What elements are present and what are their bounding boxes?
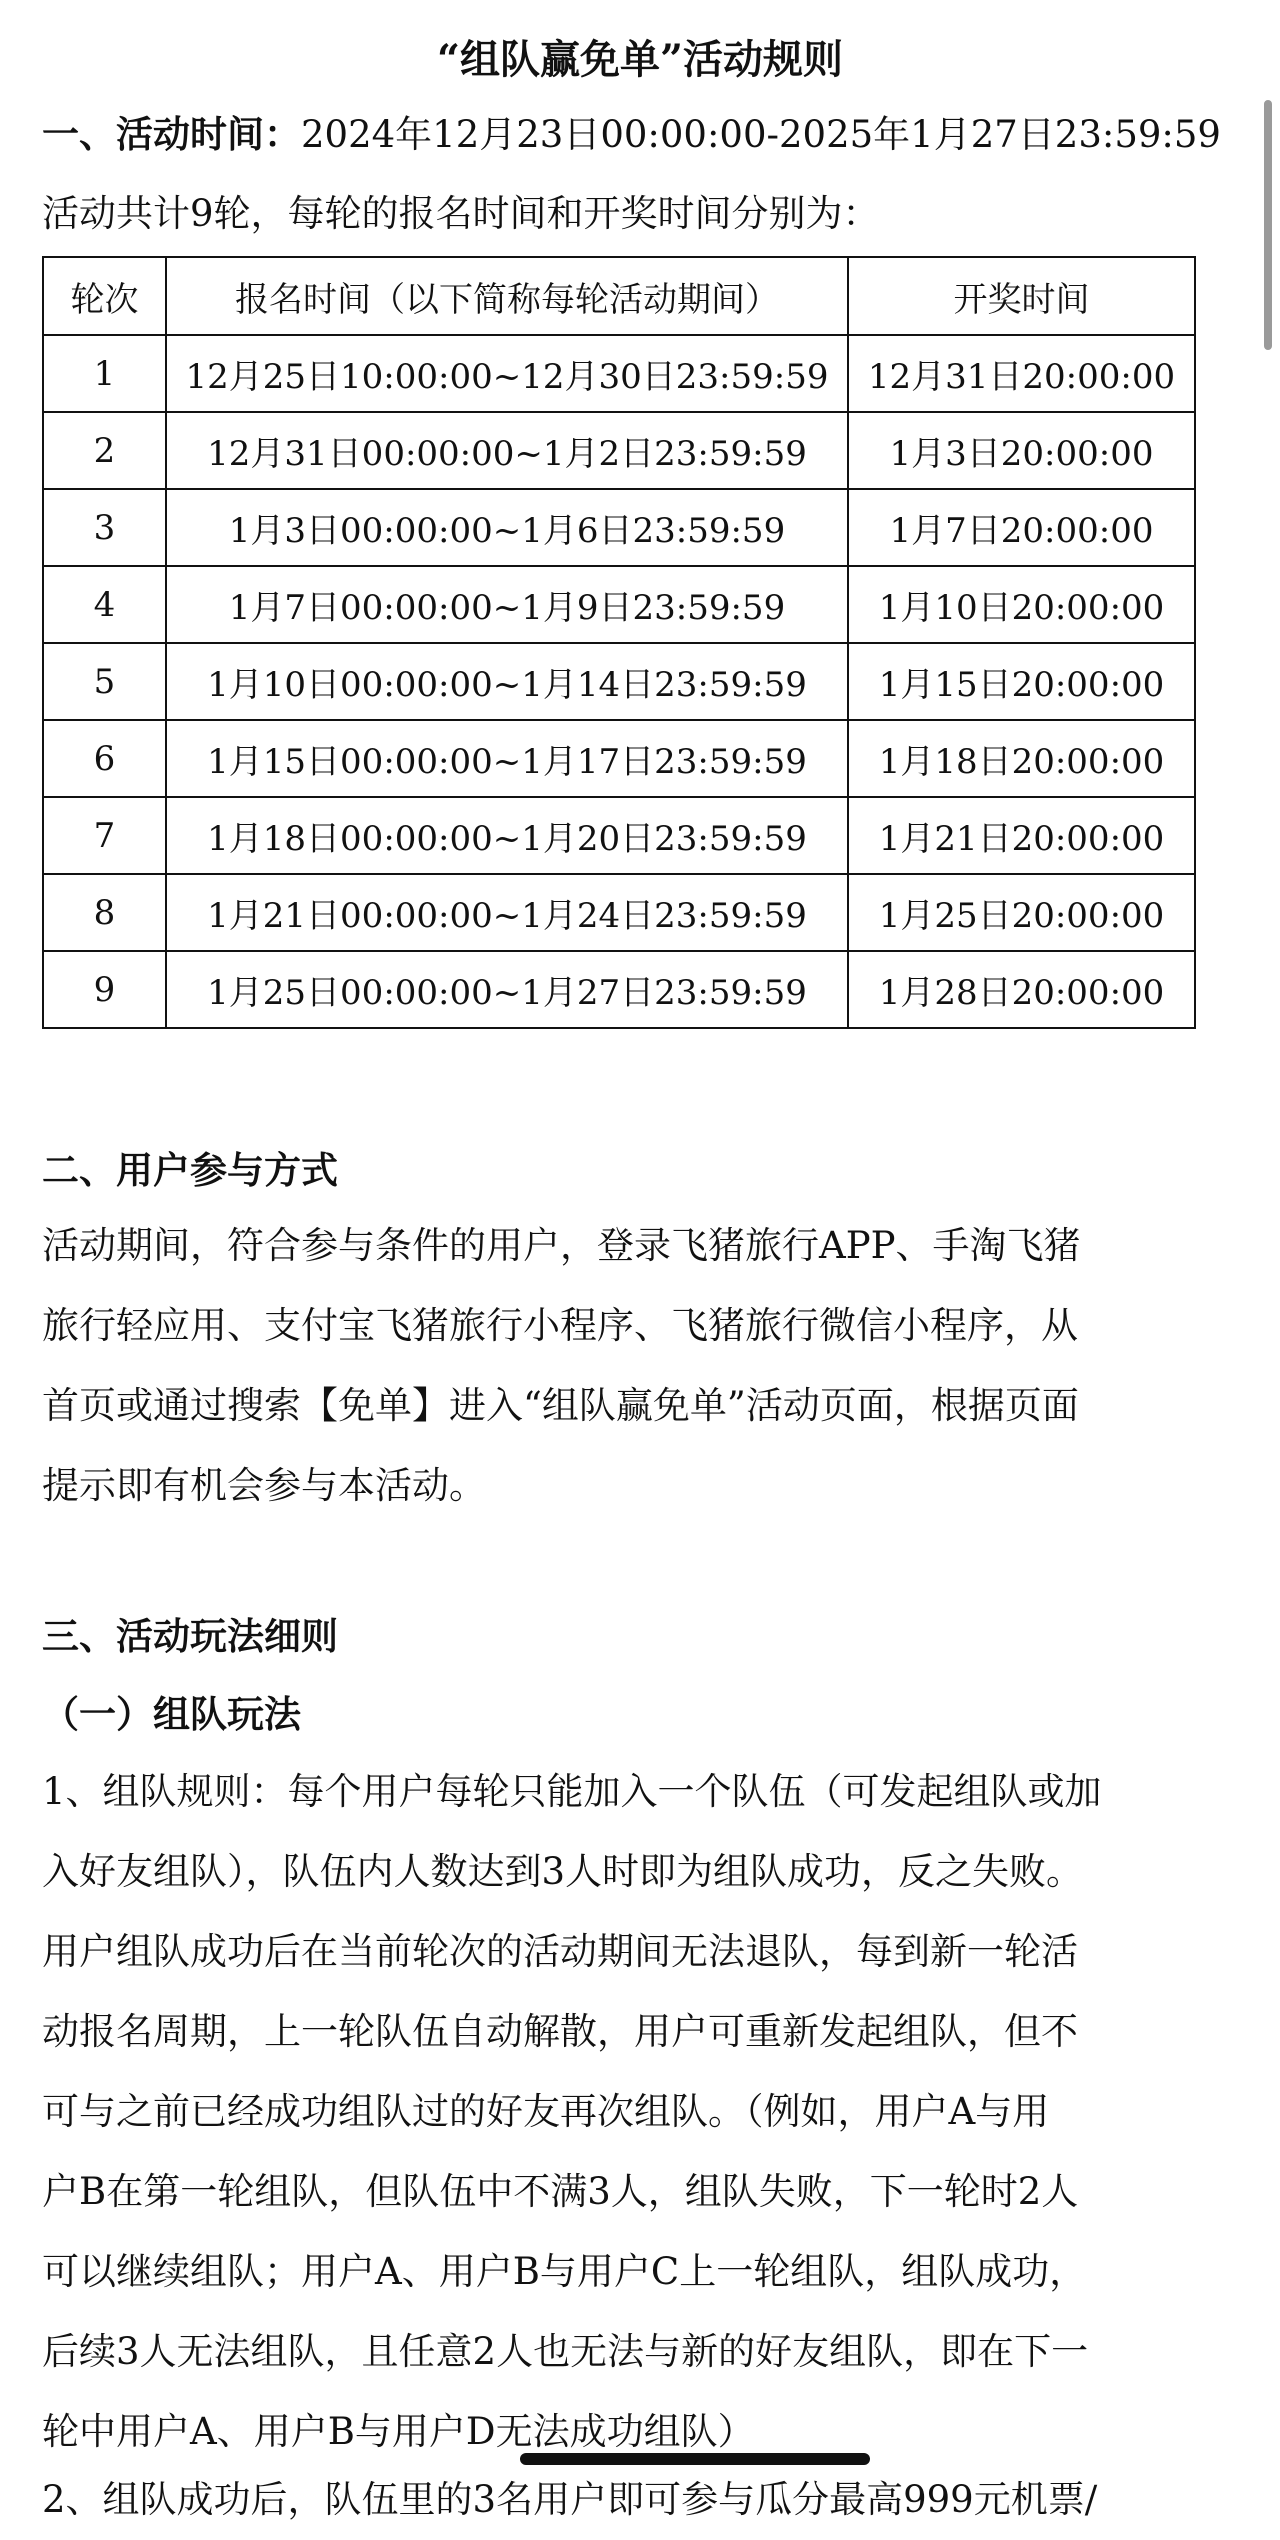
table-row (43, 566, 1195, 643)
cell-signup-time: 12月31日00:00:00~1月2日23:59:59 (166, 412, 848, 489)
paragraph-line: 可与之前已经成功组队过的好友再次组队。（例如，用户A与用 (42, 2090, 1050, 2133)
table-row (43, 951, 1195, 1028)
table-row (43, 720, 1195, 797)
paragraph-line: 1、组队规则：每个用户每轮只能加入一个队伍（可发起组队或加 (42, 1770, 1102, 1813)
rounds-intro: 活动共计9轮，每轮的报名时间和开奖时间分别为： (42, 192, 880, 235)
section-heading-participation: 二、用户参与方式 (42, 1148, 338, 1192)
header-signup-time: 报名时间（以下简称每轮活动期间） (166, 257, 848, 335)
table-row (43, 797, 1195, 874)
cell-signup-time: 1月10日00:00:00~1月14日23:59:59 (166, 643, 848, 720)
cell-signup-time: 1月18日00:00:00~1月20日23:59:59 (166, 797, 848, 874)
table-row (43, 874, 1195, 951)
cell-signup-time: 1月15日00:00:00~1月17日23:59:59 (166, 720, 848, 797)
cell-signup-time: 1月3日00:00:00~1月6日23:59:59 (166, 489, 848, 566)
table-row (43, 412, 1195, 489)
home-indicator[interactable] (520, 2453, 870, 2465)
cell-draw-time: 1月21日20:00:00 (848, 797, 1195, 874)
cell-round: 6 (43, 720, 166, 797)
cell-round: 2 (43, 412, 166, 489)
cell-round: 9 (43, 951, 166, 1028)
cell-round: 5 (43, 643, 166, 720)
cell-round: 3 (43, 489, 166, 566)
cell-draw-time: 1月3日20:00:00 (848, 412, 1195, 489)
paragraph-line: 轮中用户A、用户B与用户D无法成功组队） (42, 2410, 755, 2453)
table-header-row (43, 257, 1195, 335)
paragraph-line: 入好友组队），队伍内人数达到3人时即为组队成功，反之失败。 (42, 1850, 1084, 1893)
header-draw-time: 开奖时间 (848, 257, 1195, 335)
paragraph-line: 后续3人无法组队，且任意2人也无法与新的好友组队，即在下一 (42, 2330, 1089, 2373)
table-row (43, 335, 1195, 412)
paragraph-line: 活动期间，符合参与条件的用户，登录飞猪旅行APP、手淘飞猪 (42, 1224, 1081, 1267)
table-row (43, 643, 1195, 720)
paragraph-line: 提示即有机会参与本活动。 (42, 1464, 486, 1507)
cell-draw-time: 1月15日20:00:00 (848, 643, 1195, 720)
cell-round: 1 (43, 335, 166, 412)
cell-signup-time: 1月7日00:00:00~1月9日23:59:59 (166, 566, 848, 643)
header-round: 轮次 (43, 257, 166, 335)
paragraph-line: 户B在第一轮组队，但队伍中不满3人，组队失败，下一轮时2人 (42, 2170, 1079, 2213)
paragraph-line: 动报名周期，上一轮队伍自动解散，用户可重新发起组队，但不 (42, 2010, 1078, 2053)
section-heading-rules: 三、活动玩法细则 (42, 1614, 338, 1658)
team-rules-paragraph (42, 1752, 1242, 2472)
paragraph-line: 用户组队成功后在当前轮次的活动期间无法退队，每到新一轮活 (42, 1930, 1078, 1973)
page-title: “组队赢免单”活动规则 (436, 36, 843, 83)
activity-time-range: 2024年12月23日00:00:00-2025年1月27日23:59:59 (301, 113, 1221, 156)
cell-signup-time: 12月25日10:00:00~12月30日23:59:59 (166, 335, 848, 412)
cell-draw-time: 1月18日20:00:00 (848, 720, 1195, 797)
table-row (43, 489, 1195, 566)
cell-round: 4 (43, 566, 166, 643)
schedule-table (42, 256, 1196, 1029)
cell-round: 8 (43, 874, 166, 951)
cell-round: 7 (43, 797, 166, 874)
cut-off-line: 2、组队成功后，队伍里的3名用户即可参与瓜分最高999元机票/ (42, 2478, 1098, 2521)
cell-draw-time: 1月28日20:00:00 (848, 951, 1195, 1028)
cell-draw-time: 1月10日20:00:00 (848, 566, 1195, 643)
cell-signup-time: 1月21日00:00:00~1月24日23:59:59 (166, 874, 848, 951)
cell-signup-time: 1月25日00:00:00~1月27日23:59:59 (166, 951, 848, 1028)
activity-time-line (42, 104, 1221, 165)
cell-draw-time: 1月25日20:00:00 (848, 874, 1195, 951)
paragraph-line: 旅行轻应用、支付宝飞猪旅行小程序、飞猪旅行微信小程序，从 (42, 1304, 1078, 1347)
cell-draw-time: 12月31日20:00:00 (848, 335, 1195, 412)
paragraph-line: 可以继续组队；用户A、用户B与用户C上一轮组队，组队成功， (42, 2250, 1087, 2293)
paragraph-line: 首页或通过搜索【免单】进入“组队赢免单”活动页面，根据页面 (42, 1384, 1079, 1427)
cell-draw-time: 1月7日20:00:00 (848, 489, 1195, 566)
activity-time-label: 一、活动时间： (42, 112, 301, 156)
scrollbar-thumb[interactable] (1264, 100, 1272, 350)
participation-paragraph (42, 1206, 1242, 1526)
subsection-heading-team: （一）组队玩法 (42, 1692, 301, 1736)
